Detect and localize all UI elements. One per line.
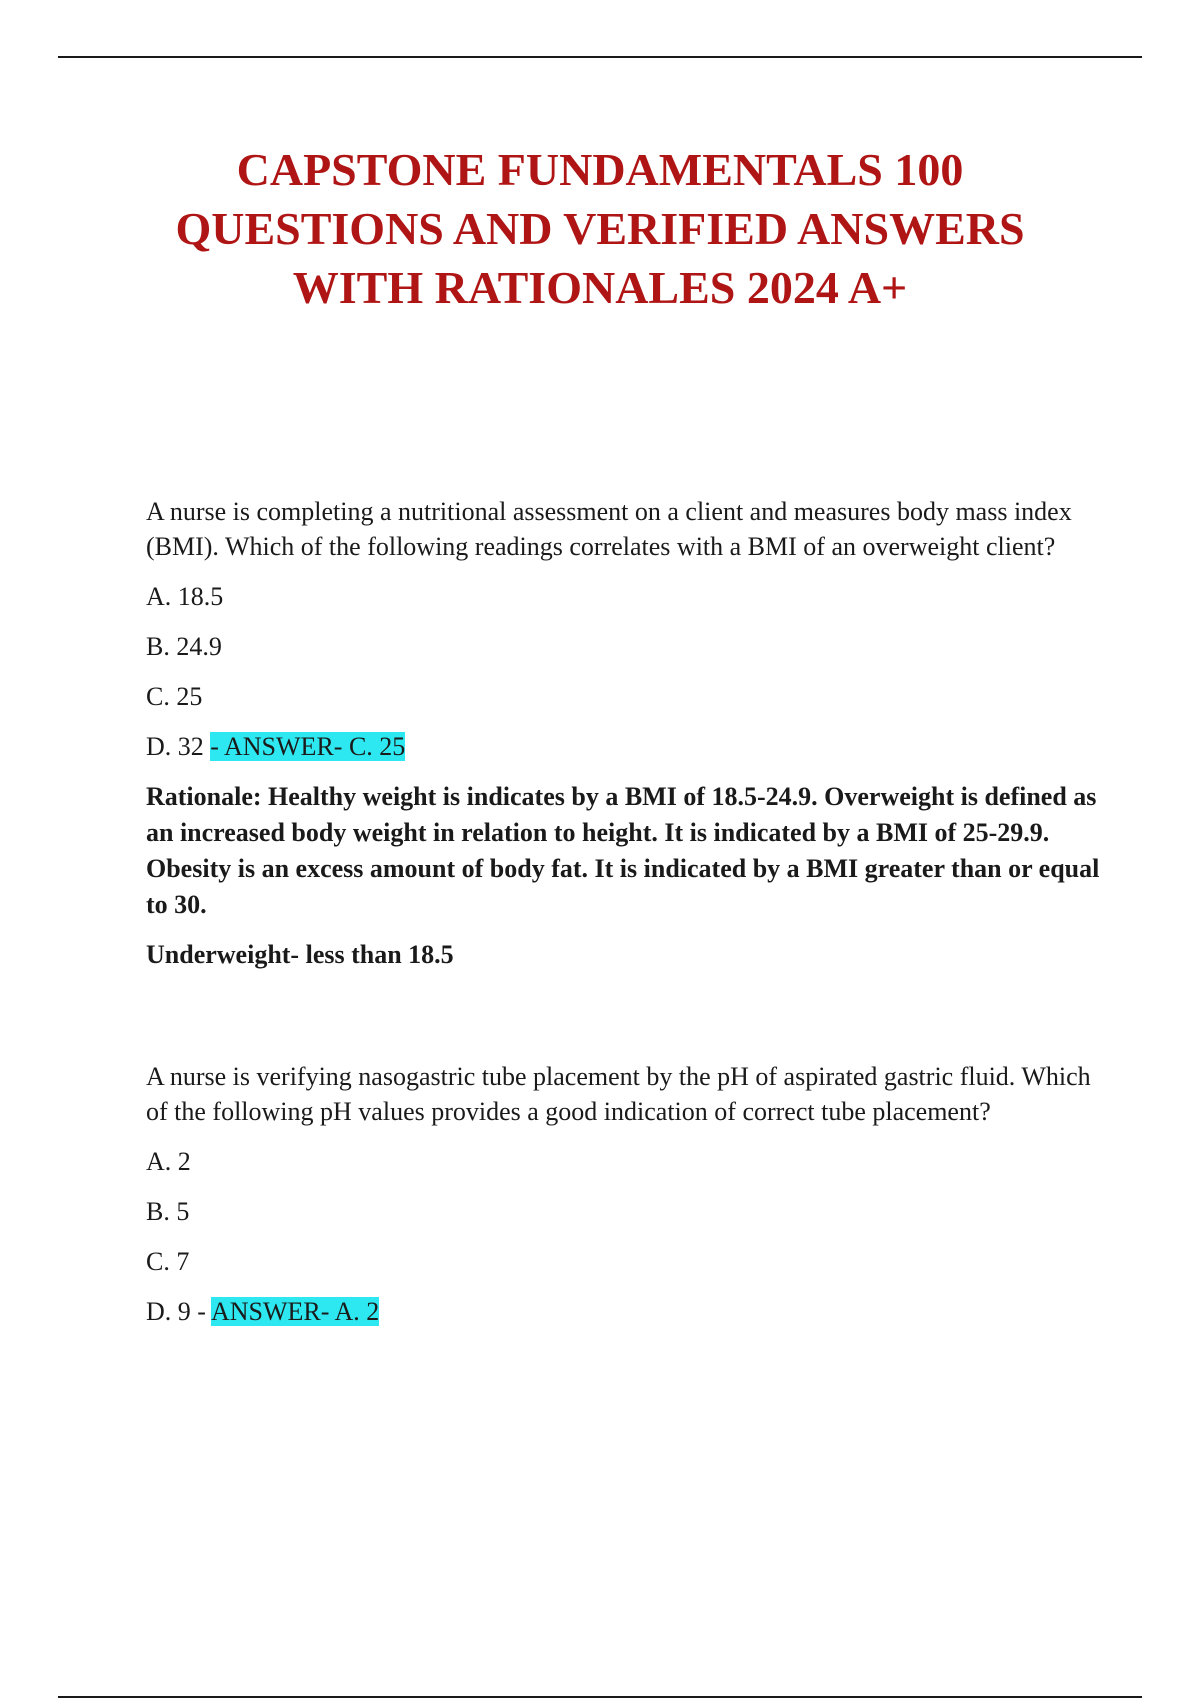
question-1-answer: - ANSWER- C. 25: [210, 732, 406, 761]
question-1-rationale: Rationale: Healthy weight is indicates by a BMI of 18.5-24.9. Overweight is defined as an increased body weight in relation to height. It is indicated by a BMI of 25-29.9. Obesity is an excess amount of body fat. It is indicated by a BMI greater than or equal to 30.: [146, 782, 1100, 919]
section-spacer: [146, 987, 1106, 1059]
top-rule: [58, 56, 1142, 58]
question-2-option-d: [146, 1294, 1106, 1329]
question-1-option-c: C. 25: [146, 682, 203, 711]
document-body: [146, 494, 1106, 1344]
question-2-option-c: C. 7: [146, 1247, 190, 1276]
title-line-1: CAPSTONE FUNDAMENTALS 100: [236, 144, 964, 195]
title-line-3: WITH RATIONALES 2024 A+: [292, 262, 908, 313]
question-2-option-b: B. 5: [146, 1197, 190, 1226]
question-1-option-a: A. 18.5: [146, 582, 224, 611]
question-2-option-d-text: D. 9 -: [146, 1297, 211, 1326]
question-block-1: [146, 494, 1106, 973]
question-1-option-d-text: D. 32: [146, 732, 211, 761]
question-1-text: A nurse is completing a nutritional assessment on a client and measures body mass index (BMI). Which of the following readings correlates with a BMI of an overweight client?: [146, 497, 1072, 561]
document-title: [100, 140, 1100, 317]
question-2-text: A nurse is verifying nasogastric tube placement by the pH of aspirated gastric fluid. Which of the following pH values provides a good indication of correct tube placement?: [146, 1062, 1091, 1126]
question-2-answer: ANSWER- A. 2: [211, 1297, 380, 1326]
question-1-option-d: [146, 729, 1106, 764]
title-line-2: QUESTIONS AND VERIFIED ANSWERS: [175, 203, 1025, 254]
question-2-option-a: A. 2: [146, 1147, 191, 1176]
question-block-2: [146, 1059, 1106, 1329]
question-1-option-b: B. 24.9: [146, 632, 222, 661]
question-1-note: Underweight- less than 18.5: [146, 940, 454, 969]
bottom-rule: [58, 1696, 1142, 1698]
